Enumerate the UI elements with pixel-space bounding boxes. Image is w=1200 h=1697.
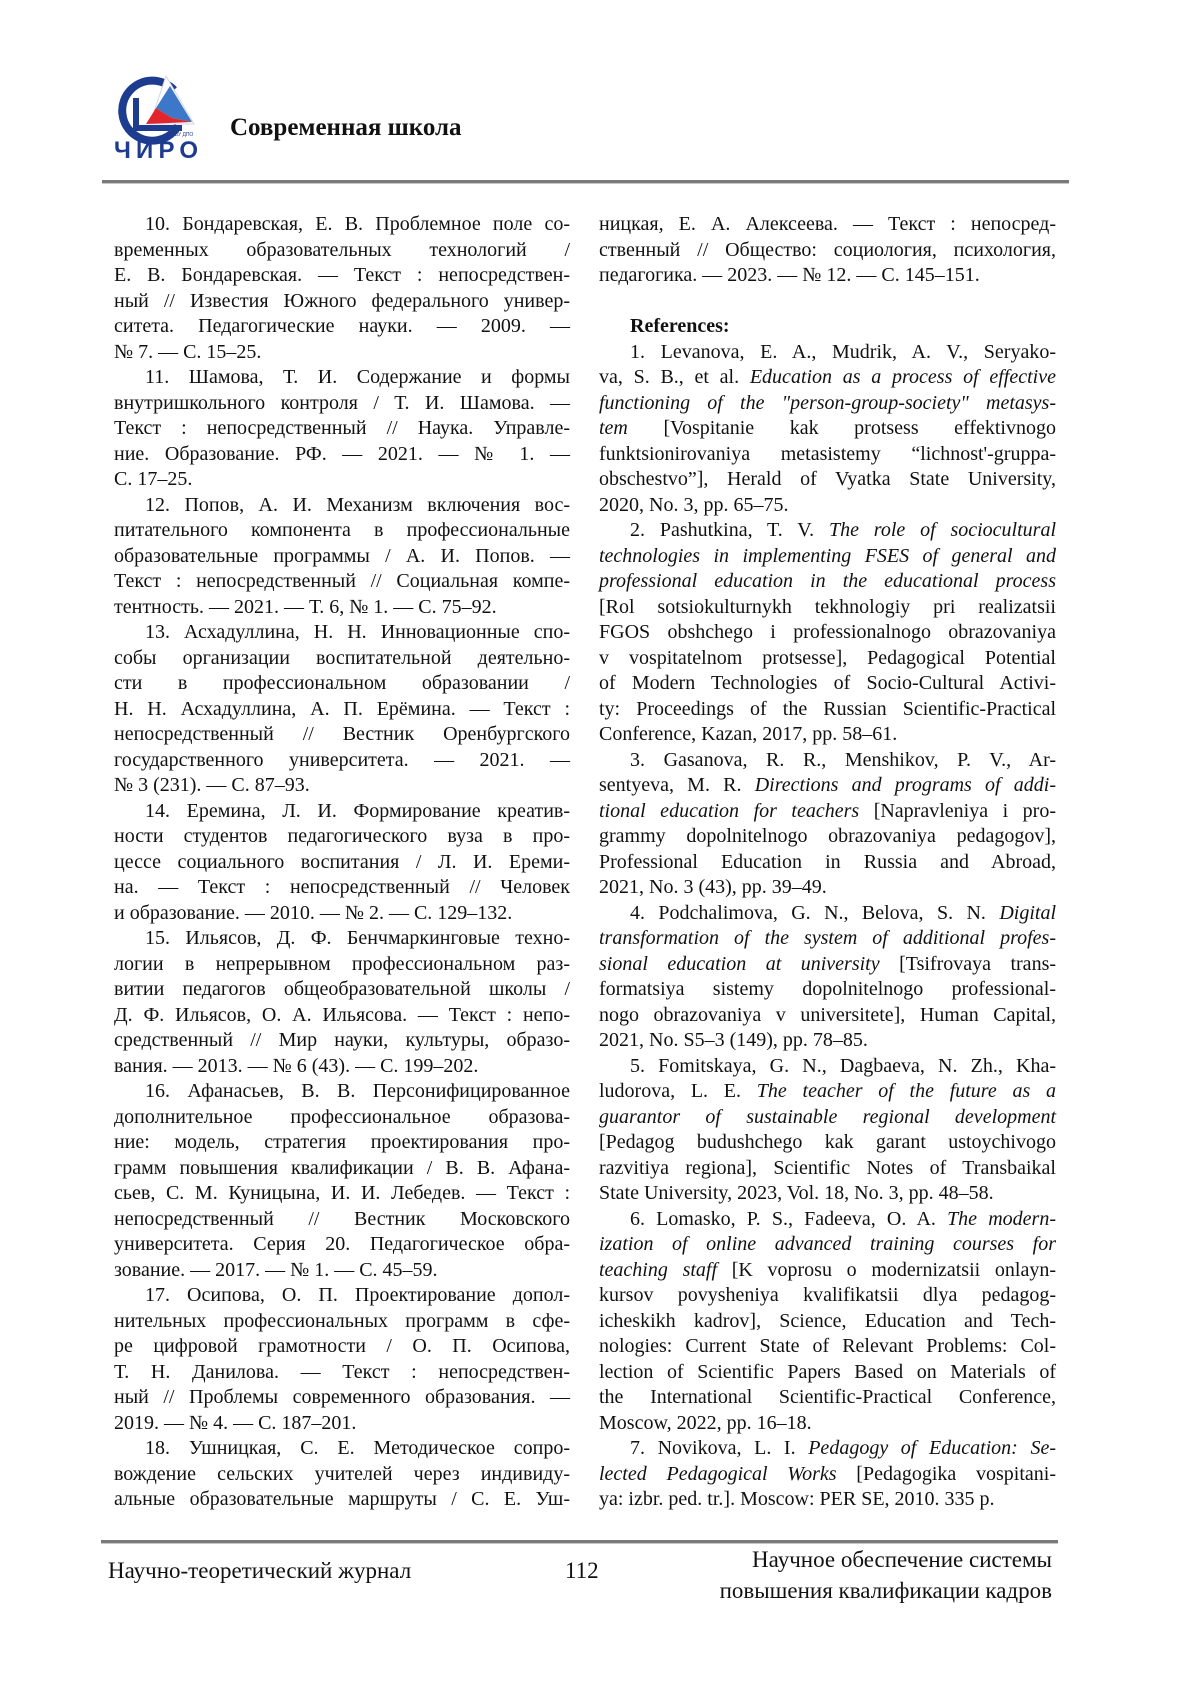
text-run: 3. Gasanova, R. R., Menshikov, P. V., Ar- bbox=[630, 749, 1056, 771]
text-run: ние. Образование. РФ. — 2021. — № 1. — bbox=[114, 443, 570, 465]
text-line bbox=[114, 697, 570, 723]
text-run: [Vospitanie kak protsess effektivnogo bbox=[628, 417, 1056, 439]
text-line bbox=[114, 646, 570, 672]
text-run: и образование. — 2010. — № 2. — С. 129–132. bbox=[114, 902, 512, 924]
reference-entry bbox=[599, 1054, 1056, 1207]
header-divider bbox=[102, 180, 1069, 184]
text-run: 2. Pashutkina, T. V. bbox=[630, 519, 829, 541]
text-line bbox=[114, 1487, 570, 1513]
text-run: С. 17–25. bbox=[114, 468, 192, 490]
text-run: ludorova, L. E. bbox=[599, 1080, 757, 1102]
italic-title-text: technologies in implementing FSES of general and bbox=[599, 545, 1056, 567]
text-run: [Pedagogika vospitani- bbox=[837, 1463, 1056, 1485]
text-line bbox=[114, 1156, 570, 1182]
text-run: временных образовательных технологий / bbox=[114, 239, 570, 261]
text-line bbox=[114, 1181, 570, 1207]
text-line bbox=[114, 799, 570, 825]
text-run: [Tsifrovaya trans- bbox=[880, 953, 1056, 975]
text-line bbox=[599, 569, 1056, 595]
text-line bbox=[599, 212, 1056, 238]
reference-entry bbox=[114, 1283, 570, 1436]
text-line bbox=[599, 1181, 1056, 1207]
text-line bbox=[599, 595, 1056, 621]
text-run: lection of Scientific Papers Based on Materials of bbox=[599, 1361, 1056, 1383]
text-line bbox=[114, 671, 570, 697]
text-line bbox=[114, 1436, 570, 1462]
text-run: непосредственный // Вестник Московского bbox=[114, 1208, 570, 1230]
text-run: Т. Н. Данилова. — Текст : непосредствен- bbox=[114, 1361, 570, 1383]
text-run: ре цифровой грамотности / О. П. Осипова, bbox=[114, 1335, 570, 1357]
text-run: 15. Ильясов, Д. Ф. Бенчмаркинговые техно- bbox=[145, 927, 570, 949]
text-run: 2019. — № 4. — С. 187–201. bbox=[114, 1412, 356, 1434]
text-run: 18. Ушницкая, С. Е. Методическое сопро- bbox=[145, 1437, 570, 1459]
text-line bbox=[114, 263, 570, 289]
text-run: № 3 (231). — С. 87–93. bbox=[114, 774, 310, 796]
text-line bbox=[114, 595, 570, 621]
text-line bbox=[114, 1207, 570, 1233]
text-line bbox=[599, 1385, 1056, 1411]
text-run: [Napravleniya i pro- bbox=[859, 800, 1056, 822]
text-run: 4. Podchalimova, G. N., Belova, S. N. bbox=[630, 902, 999, 924]
text-line bbox=[114, 1079, 570, 1105]
text-run: [Pedagog budushchego kak garant ustoychivogo bbox=[599, 1131, 1056, 1153]
text-run: Moscow, 2022, pp. 16–18. bbox=[599, 1412, 812, 1434]
text-line bbox=[599, 850, 1056, 876]
text-run: педагогика. — 2023. — № 12. — С. 145–151. bbox=[599, 264, 980, 286]
text-run: State University, 2023, Vol. 18, No. 3, pp. 48–58. bbox=[599, 1182, 994, 1204]
text-line bbox=[114, 212, 570, 238]
text-line bbox=[599, 1156, 1056, 1182]
text-line bbox=[599, 416, 1056, 442]
text-run: ный // Известия Южного федерального универ- bbox=[114, 290, 570, 312]
text-line bbox=[599, 340, 1056, 366]
reference-entry bbox=[114, 620, 570, 799]
italic-title-text: Pedagogy of Education: Se- bbox=[808, 1437, 1056, 1459]
text-run: вождение сельских учителей через индивиду- bbox=[114, 1463, 570, 1485]
text-line bbox=[114, 340, 570, 366]
text-line bbox=[114, 1411, 570, 1437]
text-line bbox=[114, 544, 570, 570]
text-run: razvitiya regiona], Scientific Notes of Transbaikal bbox=[599, 1157, 1056, 1179]
text-line bbox=[599, 824, 1056, 850]
italic-title-text: teaching staff bbox=[599, 1259, 717, 1281]
text-line bbox=[114, 289, 570, 315]
text-line bbox=[599, 1436, 1056, 1462]
reference-entry bbox=[599, 518, 1056, 748]
references-heading: References: bbox=[599, 314, 1056, 340]
text-run: v vospitatelnom protsesse], Pedagogical Potential bbox=[599, 647, 1056, 669]
text-run: ственный // Общество: социология, психология, bbox=[599, 239, 1056, 261]
text-line bbox=[114, 1232, 570, 1258]
text-run: 17. Осипова, О. П. Проектирование допол- bbox=[145, 1284, 570, 1306]
text-run: государственного университета. — 2021. — bbox=[114, 749, 570, 771]
text-line bbox=[114, 850, 570, 876]
reference-entry bbox=[599, 748, 1056, 901]
reference-entry bbox=[114, 926, 570, 1079]
text-run: витии педагогов общеобразовательной школы / bbox=[114, 978, 570, 1000]
text-line bbox=[114, 1283, 570, 1309]
text-line bbox=[114, 1360, 570, 1386]
reference-entry bbox=[114, 799, 570, 927]
svg-text:ЧИРО: ЧИРО bbox=[114, 137, 198, 164]
text-run: ницкая, Е. А. Алексеева. — Текст : непосред- bbox=[599, 213, 1056, 235]
text-line bbox=[114, 1105, 570, 1131]
italic-title-text: functioning of the "person-group-society" metasys- bbox=[599, 392, 1056, 414]
footer-journal-type: Научно-теоретический журнал bbox=[108, 1558, 411, 1584]
text-line bbox=[599, 1411, 1056, 1437]
italic-title-text: guarantor of sustainable regional development bbox=[599, 1106, 1056, 1128]
text-line bbox=[599, 1309, 1056, 1335]
italic-title-text: sional education at university bbox=[599, 953, 880, 975]
journal-title: Современная школа bbox=[230, 113, 462, 143]
text-line bbox=[599, 1360, 1056, 1386]
text-line bbox=[599, 1487, 1056, 1513]
text-run: 11. Шамова, Т. И. Содержание и формы bbox=[145, 366, 570, 388]
text-run: 5. Fomitskaya, G. N., Dagbaeva, N. Zh., Kha- bbox=[630, 1055, 1056, 1077]
text-line bbox=[114, 442, 570, 468]
italic-title-text: lected Pedagogical Works bbox=[599, 1463, 837, 1485]
text-run: 2021, No. S5–3 (149), pp. 78–85. bbox=[599, 1029, 868, 1051]
text-line bbox=[114, 926, 570, 952]
text-line bbox=[114, 416, 570, 442]
text-line bbox=[114, 1028, 570, 1054]
italic-title-text: Digital bbox=[999, 902, 1056, 924]
footer-section-line: повышения квалификации кадров bbox=[720, 1575, 1052, 1606]
text-line bbox=[599, 1079, 1056, 1105]
reference-entry bbox=[599, 1436, 1056, 1513]
chiro-logo bbox=[112, 68, 202, 164]
text-line bbox=[599, 748, 1056, 774]
reference-entry bbox=[114, 493, 570, 621]
reference-entry bbox=[114, 212, 570, 365]
text-line bbox=[599, 1462, 1056, 1488]
text-line bbox=[599, 467, 1056, 493]
text-run: 1. Levanova, E. A., Mudrik, A. V., Seryako- bbox=[630, 341, 1056, 363]
text-line bbox=[114, 901, 570, 927]
reference-entry bbox=[599, 1207, 1056, 1437]
text-run: 14. Еремина, Л. И. Формирование креатив- bbox=[145, 800, 570, 822]
text-run: Текст : непосредственный // Социальная компе- bbox=[114, 570, 570, 592]
text-line bbox=[599, 799, 1056, 825]
text-line bbox=[114, 314, 570, 340]
text-run: obschestvo”], Herald of Vyatka State University, bbox=[599, 468, 1056, 490]
text-run: на. — Текст : непосредственный // Человек bbox=[114, 876, 570, 898]
text-line bbox=[114, 467, 570, 493]
text-line bbox=[599, 926, 1056, 952]
text-line bbox=[114, 1385, 570, 1411]
reference-entry-continuation bbox=[599, 212, 1056, 289]
text-line bbox=[114, 977, 570, 1003]
text-line bbox=[599, 952, 1056, 978]
text-line bbox=[599, 901, 1056, 927]
text-run: [K voprosu o modernizatsii onlayn- bbox=[717, 1259, 1056, 1281]
text-run: formatsiya sistemy dopolnitelnogo professional- bbox=[599, 978, 1056, 1000]
text-line bbox=[114, 952, 570, 978]
text-run: 13. Асхадуллина, Н. Н. Инновационные спо- bbox=[145, 621, 570, 643]
text-run: kursov povysheniya kvalifikatsii dlya pedagog- bbox=[599, 1284, 1056, 1306]
text-run: 6. Lomasko, P. S., Fadeeva, O. A. bbox=[630, 1208, 947, 1230]
text-run: funktsionirovaniya metasistemy “lichnost'-gruppa- bbox=[599, 443, 1056, 465]
page-number: 112 bbox=[565, 1558, 599, 1584]
text-run: собы организации воспитательной деятельно- bbox=[114, 647, 570, 669]
text-line bbox=[599, 977, 1056, 1003]
text-run: nogo obrazovaniya v universitete], Human Capital, bbox=[599, 1004, 1056, 1026]
text-line bbox=[114, 1462, 570, 1488]
text-run: nologies: Current State of Relevant Problems: Col- bbox=[599, 1335, 1056, 1357]
left-column bbox=[114, 212, 570, 1513]
text-run: 10. Бондаревская, Е. В. Проблемное поле со- bbox=[145, 213, 570, 235]
spacer bbox=[599, 289, 1056, 315]
text-line bbox=[599, 1283, 1056, 1309]
reference-entry bbox=[599, 901, 1056, 1054]
text-line bbox=[599, 697, 1056, 723]
text-run: va, S. B., et al. bbox=[599, 366, 750, 388]
italic-title-text: Education as a process of effective bbox=[750, 366, 1056, 388]
text-run: FGOS obshchego i professionalnogo obrazovaniya bbox=[599, 621, 1056, 643]
text-run: the International Scientific-Practical Conference, bbox=[599, 1386, 1056, 1408]
italic-title-text: The role of sociocultural bbox=[829, 519, 1056, 541]
logo-emblem-icon bbox=[112, 68, 202, 164]
italic-title-text: tional education for teachers bbox=[599, 800, 859, 822]
text-line bbox=[114, 238, 570, 264]
text-run: 2020, No. 3, pp. 65–75. bbox=[599, 494, 788, 516]
text-line bbox=[114, 518, 570, 544]
svg-text:ГБУ ДПО: ГБУ ДПО bbox=[172, 132, 193, 138]
text-line bbox=[599, 238, 1056, 264]
text-line bbox=[114, 748, 570, 774]
text-line bbox=[114, 773, 570, 799]
text-line bbox=[599, 365, 1056, 391]
italic-title-text: tem bbox=[599, 417, 628, 439]
italic-title-text: The teacher of the future as a bbox=[757, 1080, 1056, 1102]
text-run: питательного компонента в профессиональные bbox=[114, 519, 570, 541]
text-line bbox=[599, 875, 1056, 901]
text-line bbox=[599, 493, 1056, 519]
text-line bbox=[599, 1232, 1056, 1258]
reference-entry bbox=[599, 340, 1056, 519]
footer-section bbox=[720, 1544, 1052, 1606]
text-run: 7. Novikova, L. I. bbox=[630, 1437, 808, 1459]
reference-entry bbox=[114, 1079, 570, 1283]
text-run: нительных профессиональных программ в сфе- bbox=[114, 1310, 570, 1332]
text-run: альные образовательные маршруты / С. Е. Уш- bbox=[114, 1488, 570, 1510]
text-run: of Modern Technologies of Socio-Cultural Activi- bbox=[599, 672, 1056, 694]
text-run: Текст : непосредственный // Наука. Управле- bbox=[114, 417, 570, 439]
text-run: внутришкольного контроля / Т. И. Шамова. — bbox=[114, 392, 570, 414]
text-run: Д. Ф. Ильясов, О. А. Ильясова. — Текст : непо- bbox=[114, 1004, 570, 1026]
text-run: ya: izbr. ped. tr.]. Moscow: PER SE, 2010. 335 p. bbox=[599, 1488, 995, 1510]
text-run: sentyeva, M. R. bbox=[599, 774, 755, 796]
text-line bbox=[114, 875, 570, 901]
text-line bbox=[114, 1003, 570, 1029]
italic-title-text: professional education in the educational process bbox=[599, 570, 1056, 592]
text-run: средственный // Мир науки, культуры, образо- bbox=[114, 1029, 570, 1051]
text-line bbox=[599, 263, 1056, 289]
reference-entry bbox=[114, 1436, 570, 1513]
text-run: грамм повышения квалификации / В. В. Афана- bbox=[114, 1157, 570, 1179]
text-run: зование. — 2017. — № 1. — С. 45–59. bbox=[114, 1259, 438, 1281]
text-line bbox=[114, 365, 570, 391]
text-run: цессе социального воспитания / Л. И. Ереми- bbox=[114, 851, 570, 873]
text-run: ние: модель, стратегия проектирования про- bbox=[114, 1131, 570, 1153]
text-line bbox=[599, 518, 1056, 544]
italic-title-text: Directions and programs of addi- bbox=[755, 774, 1056, 796]
text-line bbox=[599, 646, 1056, 672]
text-line bbox=[114, 824, 570, 850]
text-run: сьев, С. М. Куницына, И. И. Лебедев. — Текст : bbox=[114, 1182, 570, 1204]
text-run: icheskikh kadrov], Science, Education and Tech- bbox=[599, 1310, 1056, 1332]
text-line bbox=[599, 620, 1056, 646]
text-run: логии в непрерывном профессиональном раз- bbox=[114, 953, 570, 975]
text-run: № 7. — С. 15–25. bbox=[114, 341, 261, 363]
text-line bbox=[599, 1258, 1056, 1284]
text-line bbox=[599, 1207, 1056, 1233]
text-run: образовательные программы / А. И. Попов. — bbox=[114, 545, 570, 567]
text-run: Н. Н. Асхадуллина, А. П. Ерёмина. — Текст : bbox=[114, 698, 570, 720]
text-run: непосредственный // Вестник Оренбургского bbox=[114, 723, 570, 745]
right-column bbox=[599, 212, 1056, 1513]
footer-section-line: Научное обеспечение системы bbox=[720, 1544, 1052, 1575]
text-line bbox=[599, 773, 1056, 799]
text-line bbox=[599, 722, 1056, 748]
italic-title-text: The modern- bbox=[947, 1208, 1056, 1230]
text-run: Conference, Kazan, 2017, pp. 58–61. bbox=[599, 723, 897, 745]
text-line bbox=[114, 722, 570, 748]
text-run: тентность. — 2021. — Т. 6, № 1. — С. 75–92. bbox=[114, 596, 497, 618]
text-run: 2021, No. 3 (43), pp. 39–49. bbox=[599, 876, 827, 898]
text-line bbox=[114, 1258, 570, 1284]
text-line bbox=[599, 1054, 1056, 1080]
text-line bbox=[114, 620, 570, 646]
text-line bbox=[114, 391, 570, 417]
text-line bbox=[599, 544, 1056, 570]
text-run: ty: Proceedings of the Russian Scientific-Practical bbox=[599, 698, 1056, 720]
text-run: Е. В. Бондаревская. — Текст : непосредствен- bbox=[114, 264, 570, 286]
text-run: grammy dopolnitelnogo obrazovaniya pedagogov], bbox=[599, 825, 1056, 847]
text-line bbox=[599, 1334, 1056, 1360]
text-line bbox=[599, 1105, 1056, 1131]
text-line bbox=[599, 671, 1056, 697]
reference-entry bbox=[114, 365, 570, 493]
italic-title-text: ization of online advanced training courses for bbox=[599, 1233, 1056, 1255]
text-line bbox=[114, 1334, 570, 1360]
text-line bbox=[599, 1130, 1056, 1156]
text-line bbox=[599, 1028, 1056, 1054]
text-run: ситета. Педагогические науки. — 2009. — bbox=[114, 315, 570, 337]
text-run: ный // Проблемы современного образования. — bbox=[114, 1386, 570, 1408]
text-line bbox=[114, 1309, 570, 1335]
text-line bbox=[599, 1003, 1056, 1029]
text-run: дополнительное профессиональное образова- bbox=[114, 1106, 570, 1128]
text-line bbox=[114, 1054, 570, 1080]
text-run: 12. Попов, А. И. Механизм включения вос- bbox=[145, 494, 570, 516]
text-run: вания. — 2013. — № 6 (43). — С. 199–202. bbox=[114, 1055, 478, 1077]
text-run: университета. Серия 20. Педагогическое обра- bbox=[114, 1233, 570, 1255]
text-line bbox=[114, 569, 570, 595]
text-run: сти в профессиональном образовании / bbox=[114, 672, 570, 694]
text-line bbox=[114, 493, 570, 519]
text-line bbox=[599, 442, 1056, 468]
text-run: ности студентов педагогического вуза в про- bbox=[114, 825, 570, 847]
text-run: 16. Афанасьев, В. В. Персонифицированное bbox=[145, 1080, 570, 1102]
italic-title-text: transformation of the system of additional profes- bbox=[599, 927, 1056, 949]
text-line bbox=[114, 1130, 570, 1156]
text-line bbox=[599, 391, 1056, 417]
text-run: [Rol sotsiokulturnykh tekhnologiy pri realizatsii bbox=[599, 596, 1056, 618]
text-run: Professional Education in Russia and Abroad, bbox=[599, 851, 1056, 873]
